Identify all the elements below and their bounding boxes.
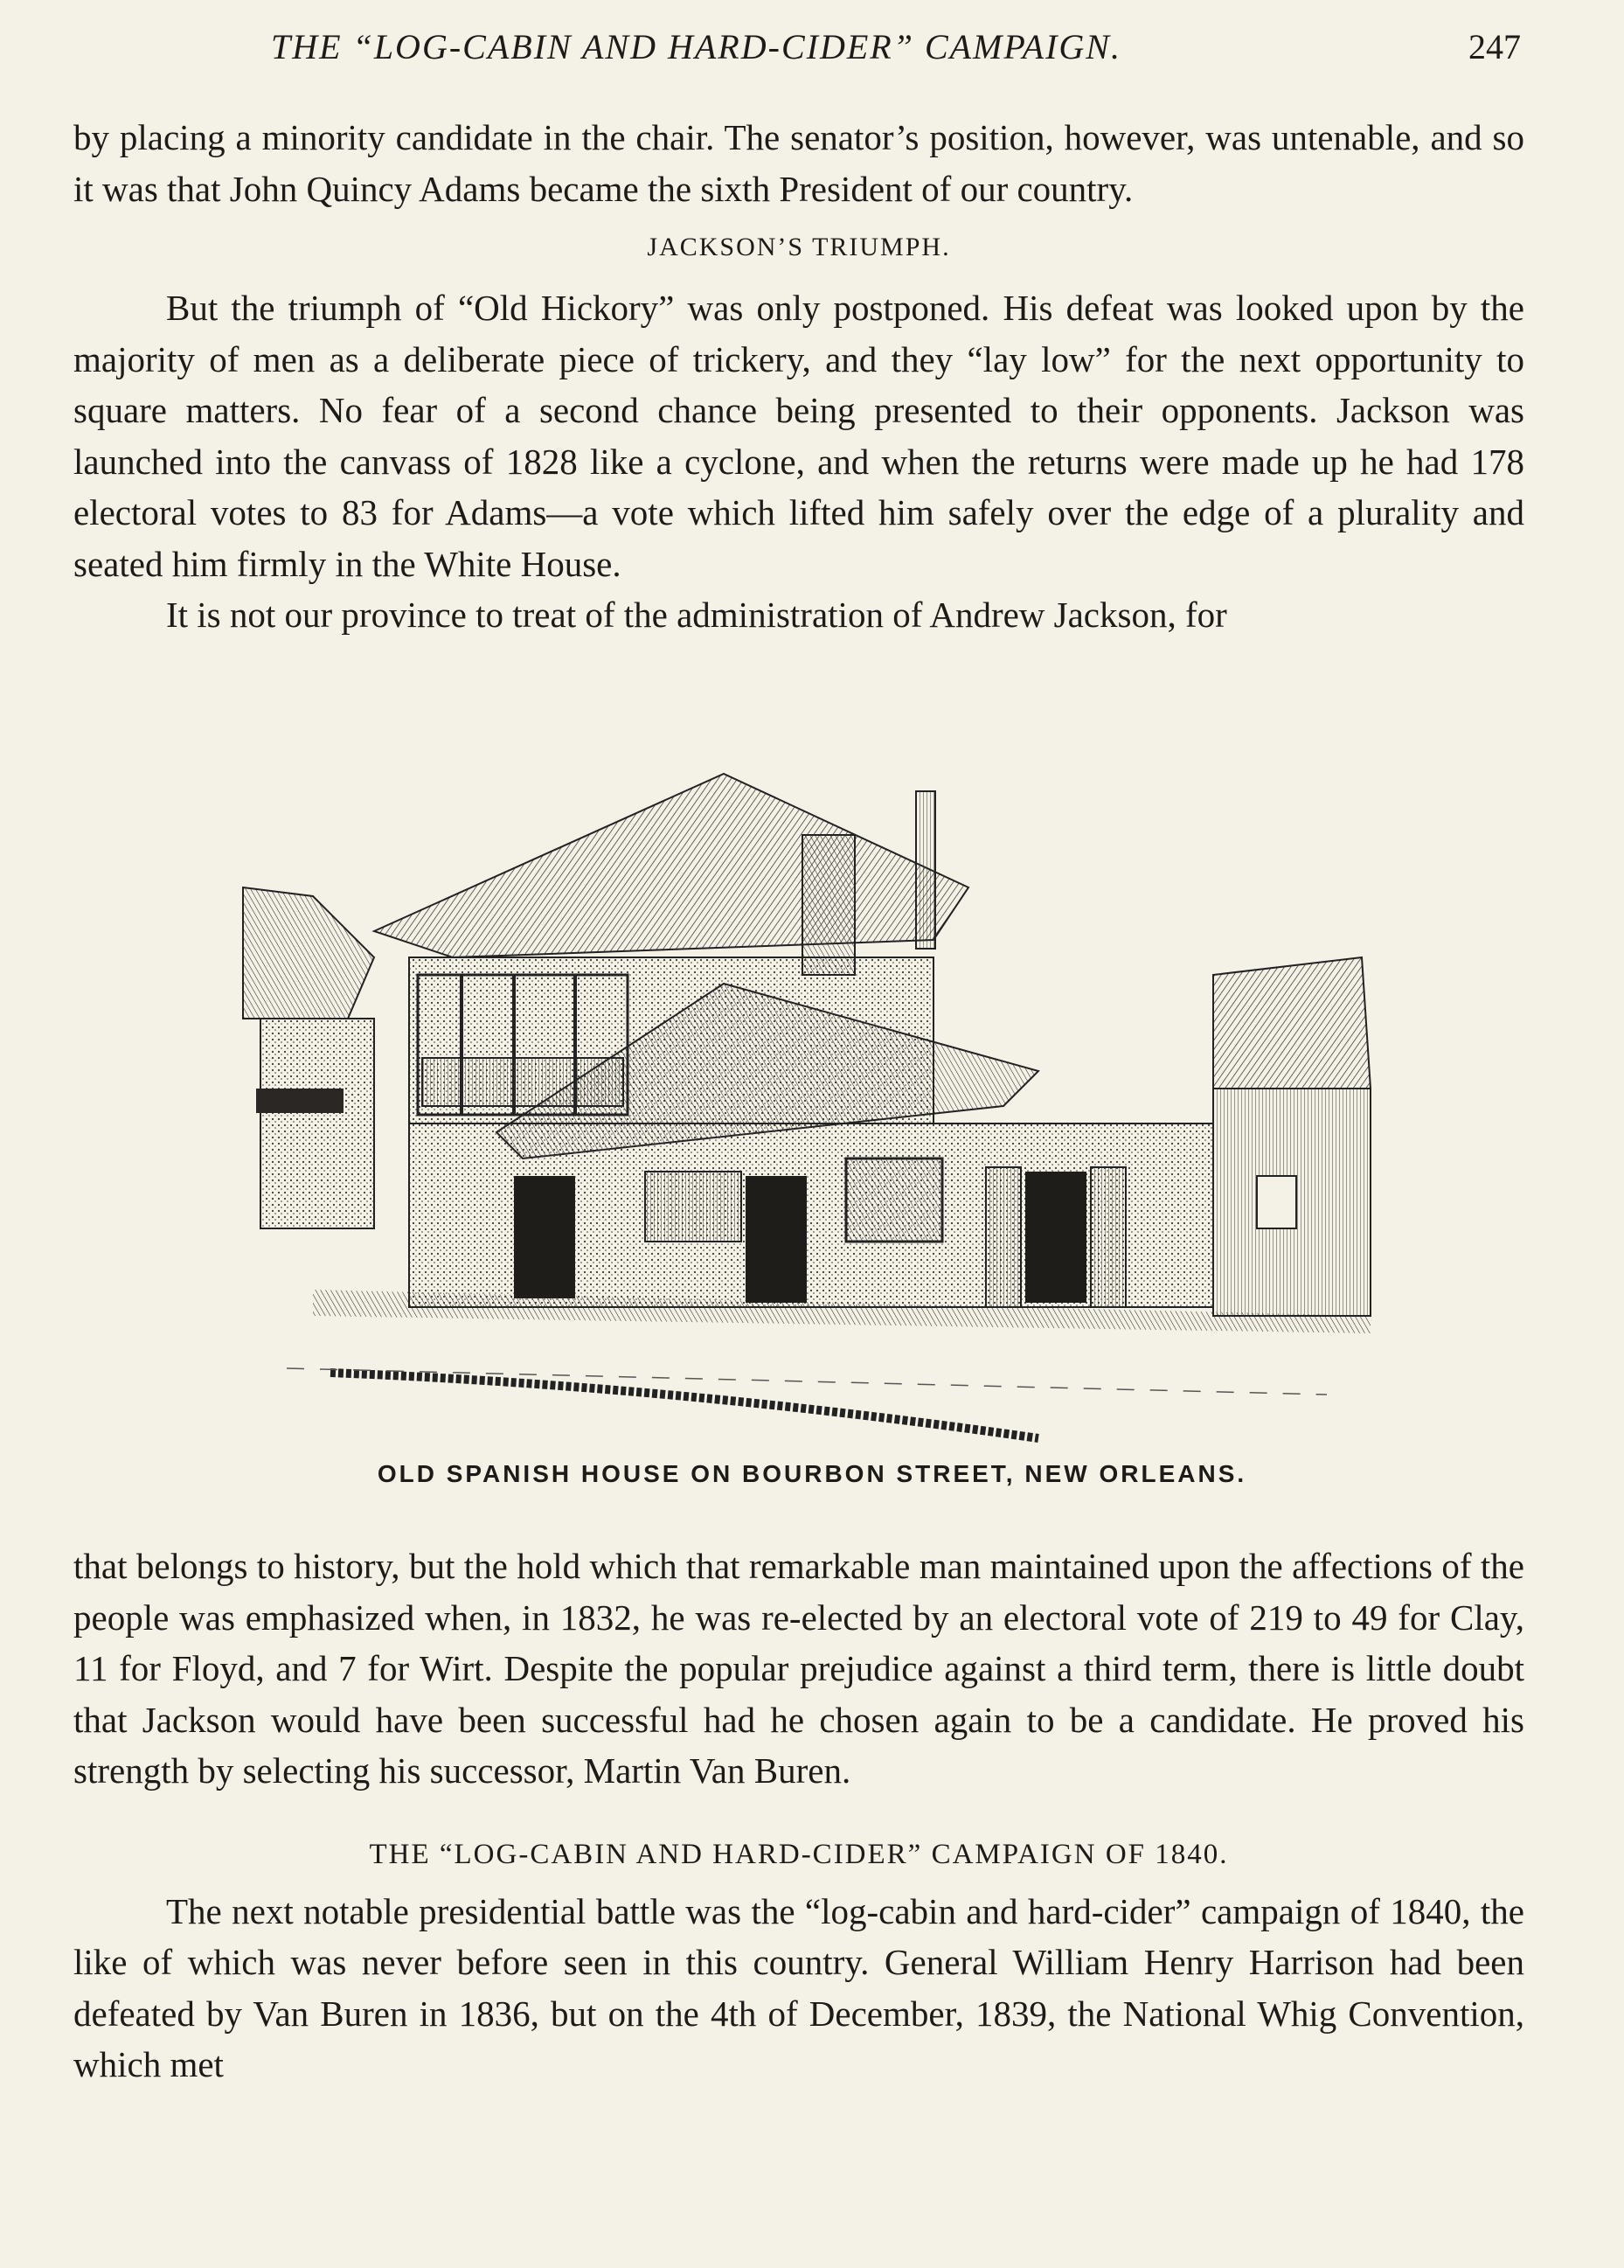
lower-text [73,1541,1524,2091]
top-paragraph: by placing a minority candidate in the chair. The senator’s position, however, was untenable, and so it was that John Quincy Adams became the sixth President of our country. [73,117,1524,209]
section-heading-jackson: JACKSON’S TRIUMPH. [647,233,951,261]
campaign-paragraph: The next notable presidential battle was the “log-cabin and hard-cider” campaign of 1840, the like of which was never before seen in this country. General William Henry Harrison had been defeated by Van Buren in 1836, but on the 4th of December, 1839, the National Whig Convention, which met [73,1890,1524,2084]
page-number: 247 [1468,27,1521,66]
continuation-paragraph: that belongs to history, but the hold which that remarkable man maintained upon the affections of the people was emphasized when, in 1832, he was re-elected by an electoral vote of 219 to 49 for Clay, 11 for Floyd, and 7 for Wirt. Despite the popular prejudice against a third term, there is little doubt that Jackson would have been successful had he chosen again to be a candidate. He proved his strength by selecting his successor, Martin Van Buren. [73,1546,1524,1791]
figure-caption: OLD SPANISH HOUSE ON BOURBON STREET, NEW ORLEANS. [377,1460,1247,1487]
jackson-paragraph: But the triumph of “Old Hickory” was only postponed. His defeat was looked upon by the majority of men as a deliberate piece of trickery, and they “lay low” for the next opportunity to square matters. No fear of a second chance being presented to their opponents. Jackson was launched into the canvass of 1828 like a cyclone, and when the returns were made up he had 178 electoral votes to 83 for Adams—a vote which lifted him safely over the edge of a plurality and seated him firmly in the White House. [73,288,1524,584]
upper-text [73,112,1524,641]
running-head: THE “LOG-CABIN AND HARD-CIDER” CAMPAIGN. [271,27,1121,66]
spanish-house-illustration [234,756,1388,1447]
province-paragraph-start: It is not our province to treat of the administration of Andrew Jackson, for [166,595,1227,635]
section-heading-campaign: THE “LOG-CABIN AND HARD-CIDER” CAMPAIGN OF 1840. [369,1838,1229,1870]
